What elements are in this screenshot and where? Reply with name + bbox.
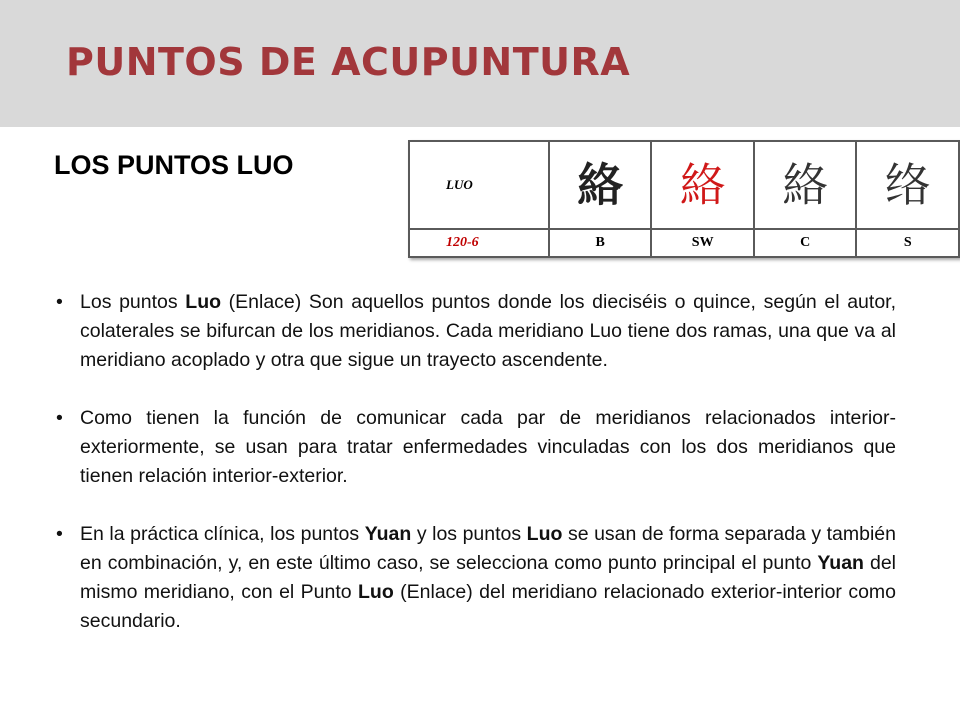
silk-script-glyph: 絡: [679, 158, 726, 212]
glyph-cell-s: [856, 141, 959, 229]
bullet-text: del mismo meridiano, con el Punto: [80, 552, 896, 603]
traditional-glyph: 絡: [782, 158, 829, 212]
code-cell-sw: SW: [651, 229, 754, 257]
bullet-text: (Enlace) del meridiano relacionado exterior-interior como secundario.: [80, 581, 896, 632]
bold-term: Yuan: [364, 523, 412, 545]
bullet-marker: •: [56, 407, 63, 429]
bold-term: Luo: [185, 291, 222, 313]
bullet-item-yuan-luo-combination: [56, 520, 896, 636]
luo-character-table: [408, 140, 960, 258]
bold-term: Luo: [526, 523, 563, 545]
bullet-item-luo-function: [56, 404, 896, 491]
glyph-row: [409, 141, 959, 229]
bullet-text: Los puntos: [80, 291, 186, 313]
bullet-text: En la práctica clínica, los puntos: [80, 523, 365, 545]
bullet-list: [56, 288, 896, 665]
code-cell-c: C: [754, 229, 857, 257]
section-heading: LOS PUNTOS LUO: [54, 150, 294, 180]
code-row: [409, 229, 959, 257]
glyph-cell-b: [549, 141, 652, 229]
reference-cell: 120-6: [409, 229, 549, 257]
slide-title: PUNTOS DE ACUPUNTURA: [66, 40, 631, 84]
glyph-cell-sw: [651, 141, 754, 229]
row-label-cell: LUO: [409, 141, 549, 229]
bold-term: Yuan: [817, 552, 864, 574]
bullet-text: Como tienen la función de comunicar cada par de meridianos relacionados interior-exteriormente, se usan para tratar enfermedades vinculadas con los dos meridianos que tienen relación interior-exterior.: [80, 407, 896, 487]
simplified-glyph: 络: [884, 158, 931, 212]
code-cell-s: S: [856, 229, 959, 257]
bullet-marker: •: [56, 291, 63, 313]
bullet-marker: •: [56, 523, 63, 545]
bullet-item-luo-definition: [56, 288, 896, 375]
bullet-text: y los puntos: [411, 523, 527, 545]
bullet-text: (Enlace) Son aquellos puntos donde los dieciséis o quince, según el autor, colaterales se bifurcan de los meridianos. Cada meridiano Luo tiene dos ramas, una que va al meridiano acoplado y otra que sigue un trayecto ascendente.: [80, 291, 896, 371]
seal-script-glyph: 絡: [577, 158, 624, 212]
glyph-cell-c: [754, 141, 857, 229]
code-cell-b: B: [549, 229, 652, 257]
bold-term: Luo: [358, 581, 394, 603]
bullet-text: se usan de forma separada y también en combinación, y, en este último caso, se selecciona como punto principal el punto: [80, 523, 896, 574]
